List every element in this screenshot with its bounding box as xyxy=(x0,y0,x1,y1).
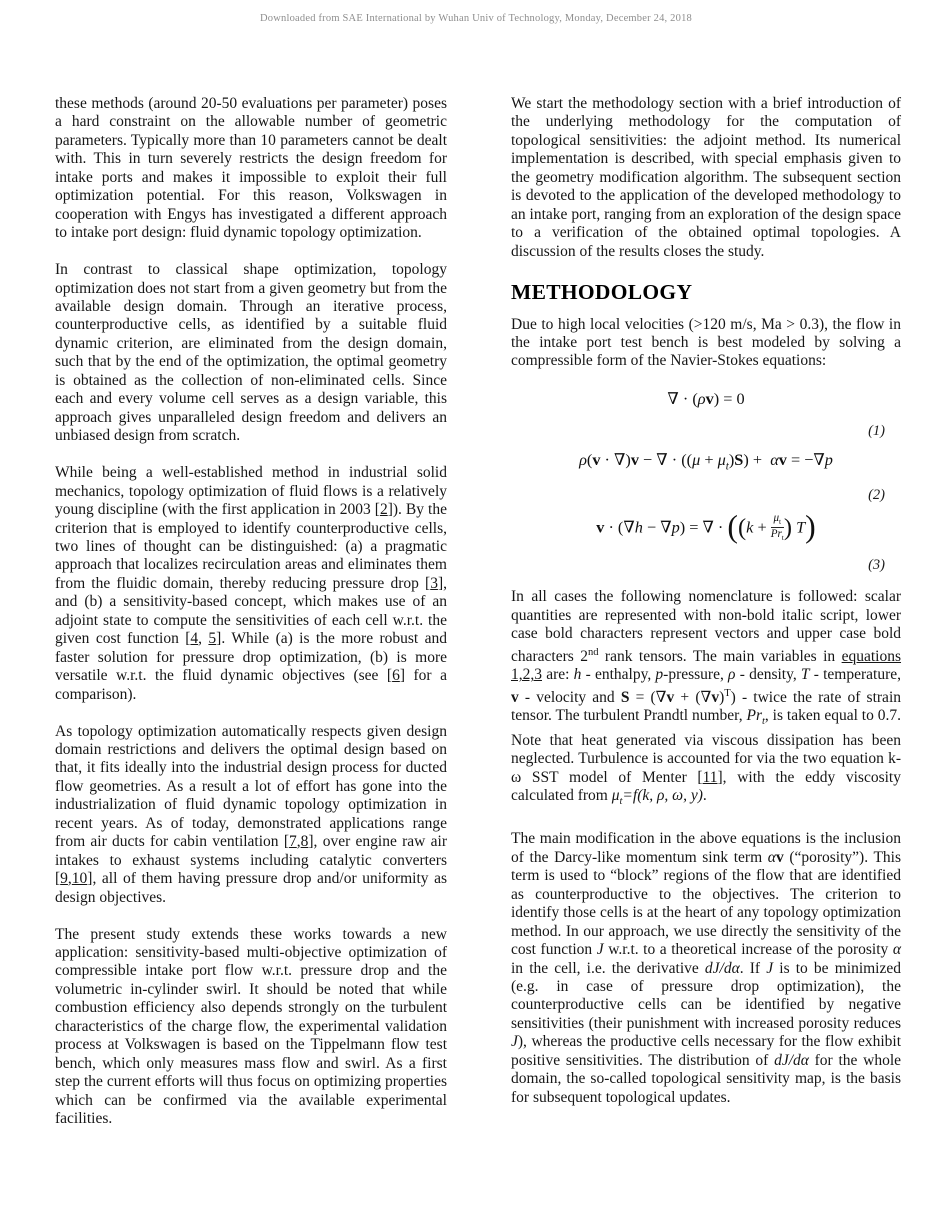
ref-link-10[interactable]: 10 xyxy=(71,870,88,888)
ref-link-8[interactable]: 8 xyxy=(300,833,309,851)
section-heading-methodology: METHODOLOGY xyxy=(511,279,693,304)
ref-link-5[interactable]: 5 xyxy=(208,630,217,648)
right-column xyxy=(511,95,901,1126)
ref-link-9[interactable]: 9 xyxy=(60,870,68,888)
paragraph-left-5: The present study extends these works towards a new application: sensitivity-based multi-objective optimization of compressible intake port flow w.r.t. pressure drop and the volumetric in-cylinder swirl. It should be noted that while combustion efficiency also depends strongly on the turbulent characteristics of the charge flow, the experimental validation process at Volkswagen is based on the Tippelmann flow test bench, which only measures mass flow and swirl. As a first step the current efforts will thus focus on optimizing properties which can be confirmed via the available experimental facilities. xyxy=(55,925,447,1128)
paragraph-nomenclature: In all cases the following nomenclature is followed: scalar quantities are represented with non-bold italic script, lower case bold characters represent vectors and upper case bold characters 2nd rank tensors. The main variables in equations 1,2,3 are: h - enthalpy, p-pressure, ρ - density, T - temperature, v - velocity and $S = (\nabla v + (\nabla v)^T)$ - twice the rate of strain tensor. The turbulent Prandtl number, $Pr_t$, is taken equal to 0.7. Note that heat generated via viscous dissipation has been neglected. Turbulence is accounted for via the two equation k-ω SST model of Menter [11], with the eddy viscosity calculated from $\mu_t=f(k$, ρ, ω, y). xyxy=(511,588,902,808)
ref-link-6[interactable]: 6 xyxy=(392,667,400,685)
paragraph-intro: We start the methodology section with a brief introduction of the underlying methodology for the computation of topological sensitivities: the adjoint method. Its numerical implementation is described, with special emphasis given to the geometry modification algorithm. The subsequent section is devoted to the application of the developed methodology to an intake port, ranging from an exploration of the design space to a verification of the obtained optimal topologies. A discussion of the results closes the study. xyxy=(511,95,901,260)
equation-3 xyxy=(511,508,901,575)
equation-2 xyxy=(511,450,901,503)
ref-link-11[interactable]: 11 xyxy=(702,768,718,786)
paragraph-left-2: In contrast to classical shape optimization, topology optimization does not start from a given geometry but from the available design domain. Through an iterative process, counterproductive cells, as identified by a suitable fluid dynamic criterion, are eliminated from the design domain, such that by the end of the optimization, the optimal geometry is obtained as the collection of non-eliminated cells. Since each and every volume cell serves as a design variable, this approach gives unparalleled design freedom and delivers an unbiased design from scratch. xyxy=(55,261,447,445)
equation-2-label: (2) xyxy=(868,486,885,503)
ref-link-7[interactable]: 7 xyxy=(289,833,297,851)
download-watermark: Downloaded from SAE International by Wuhan Univ of Technology, Monday, December 24, 2018 xyxy=(260,13,692,24)
ref-link-4[interactable]: 4 xyxy=(190,630,199,648)
paragraph-lead: Due to high local velocities (>120 m/s, Ma > 0.3), the flow in the intake port test bench is best modeled by solving a compressible form of the Navier-Stokes equations: xyxy=(511,315,901,370)
equation-1-formula: ∇ · (ρv) = 0 xyxy=(667,389,745,409)
equation-3-formula: v · (∇h − ∇p) = ∇ · ((k + $\frac{\mu_t}{Pr_t}$ ) T) xyxy=(596,508,816,544)
left-column xyxy=(55,95,447,1147)
paragraph-left-1: these methods (around 20-50 evaluations per parameter) poses a hard constraint on the allowable number of geometric parameters. Typically more than 10 parameters cannot be dealt with. This in turn severely restricts the design freedom for intake ports and makes it impossible to exploit their full optimization potential. For this reason, Volkswagen in cooperation with Engys has investigated a different approach to intake port design: fluid dynamic topology optimization. xyxy=(55,95,447,242)
ref-link-3[interactable]: 3 xyxy=(430,574,438,592)
equation-2-formula: ρ(v · ∇)v − ∇ · $((\mu + \mu_t)S) + \alpha v = -\nabla p$ xyxy=(579,450,833,473)
paragraph-left-4: As topology optimization automatically respects given design domain restrictions and delivers the optimal design based on that, it fits ideally into the industrial design process for ducted flow geometries. As a result a lot of effort has gone into the industrialization of fluid dynamic topology optimization in recent years. As of today, demonstrated applications range from air ducts for cabin ventilation [7,8], over engine raw air intakes to exhaust systems including catalytic converters [9,10], all of them having pressure drop and/or uniformity as design objectives. xyxy=(55,722,447,906)
ref-link-equations-123[interactable]: equations 1,2,3 xyxy=(511,647,902,684)
equation-3-label: (3) xyxy=(868,557,885,574)
paragraph-left-3: While being a well-established method in industrial solid mechanics, topology optimization of fluid flows is a relatively young discipline (with the first application in 2003 [2]). By the criterion that is employed to identify counterproductive cells, two lines of thought can be distinguished: (a) a pragmatic approach that localizes recirculation areas and eliminates them from the fluidic domain, thereby reducing pressure drop [3], and (b) a sensitivity-based concept, which makes use of an adjoint state to compute the sensitivities of each cell w.r.t. the given cost function [4, 5]. While (a) is the more robust and faster solution for pressure drop optimization, (b) is more versatile w.r.t. the fluid dynamic objectives (see [6] for a comparison). xyxy=(55,464,447,703)
equation-1-label: (1) xyxy=(868,423,885,440)
paragraph-porosity: The main modification in the above equations is the inclusion of the Darcy-like momentum sink term αv (“porosity”). This term is used to “block” regions of the flow that are identified as counterproductive to the objectives. The criterion to identify those cells is at the heart of any topology optimization method. In our approach, we use directly the sensitivity of the cost function J w.r.t. to a theoretical increase of the porosity α in the cell, i.e. the derivative dJ/dα. If J is to be minimized (e.g. in case of pressure drop optimization), the counterproductive cells can be identified by negative sensitivities (their punishment with increased porosity reduces J), whereas the productive cells necessary for the flow exhibit positive sensitivities. The distribution of dJ/dα for the whole domain, the so-called topological sensitivity map, is the basis for subsequent topological updates. xyxy=(511,830,902,1106)
ref-link-2[interactable]: 2 xyxy=(379,501,388,519)
equation-1 xyxy=(511,389,901,440)
